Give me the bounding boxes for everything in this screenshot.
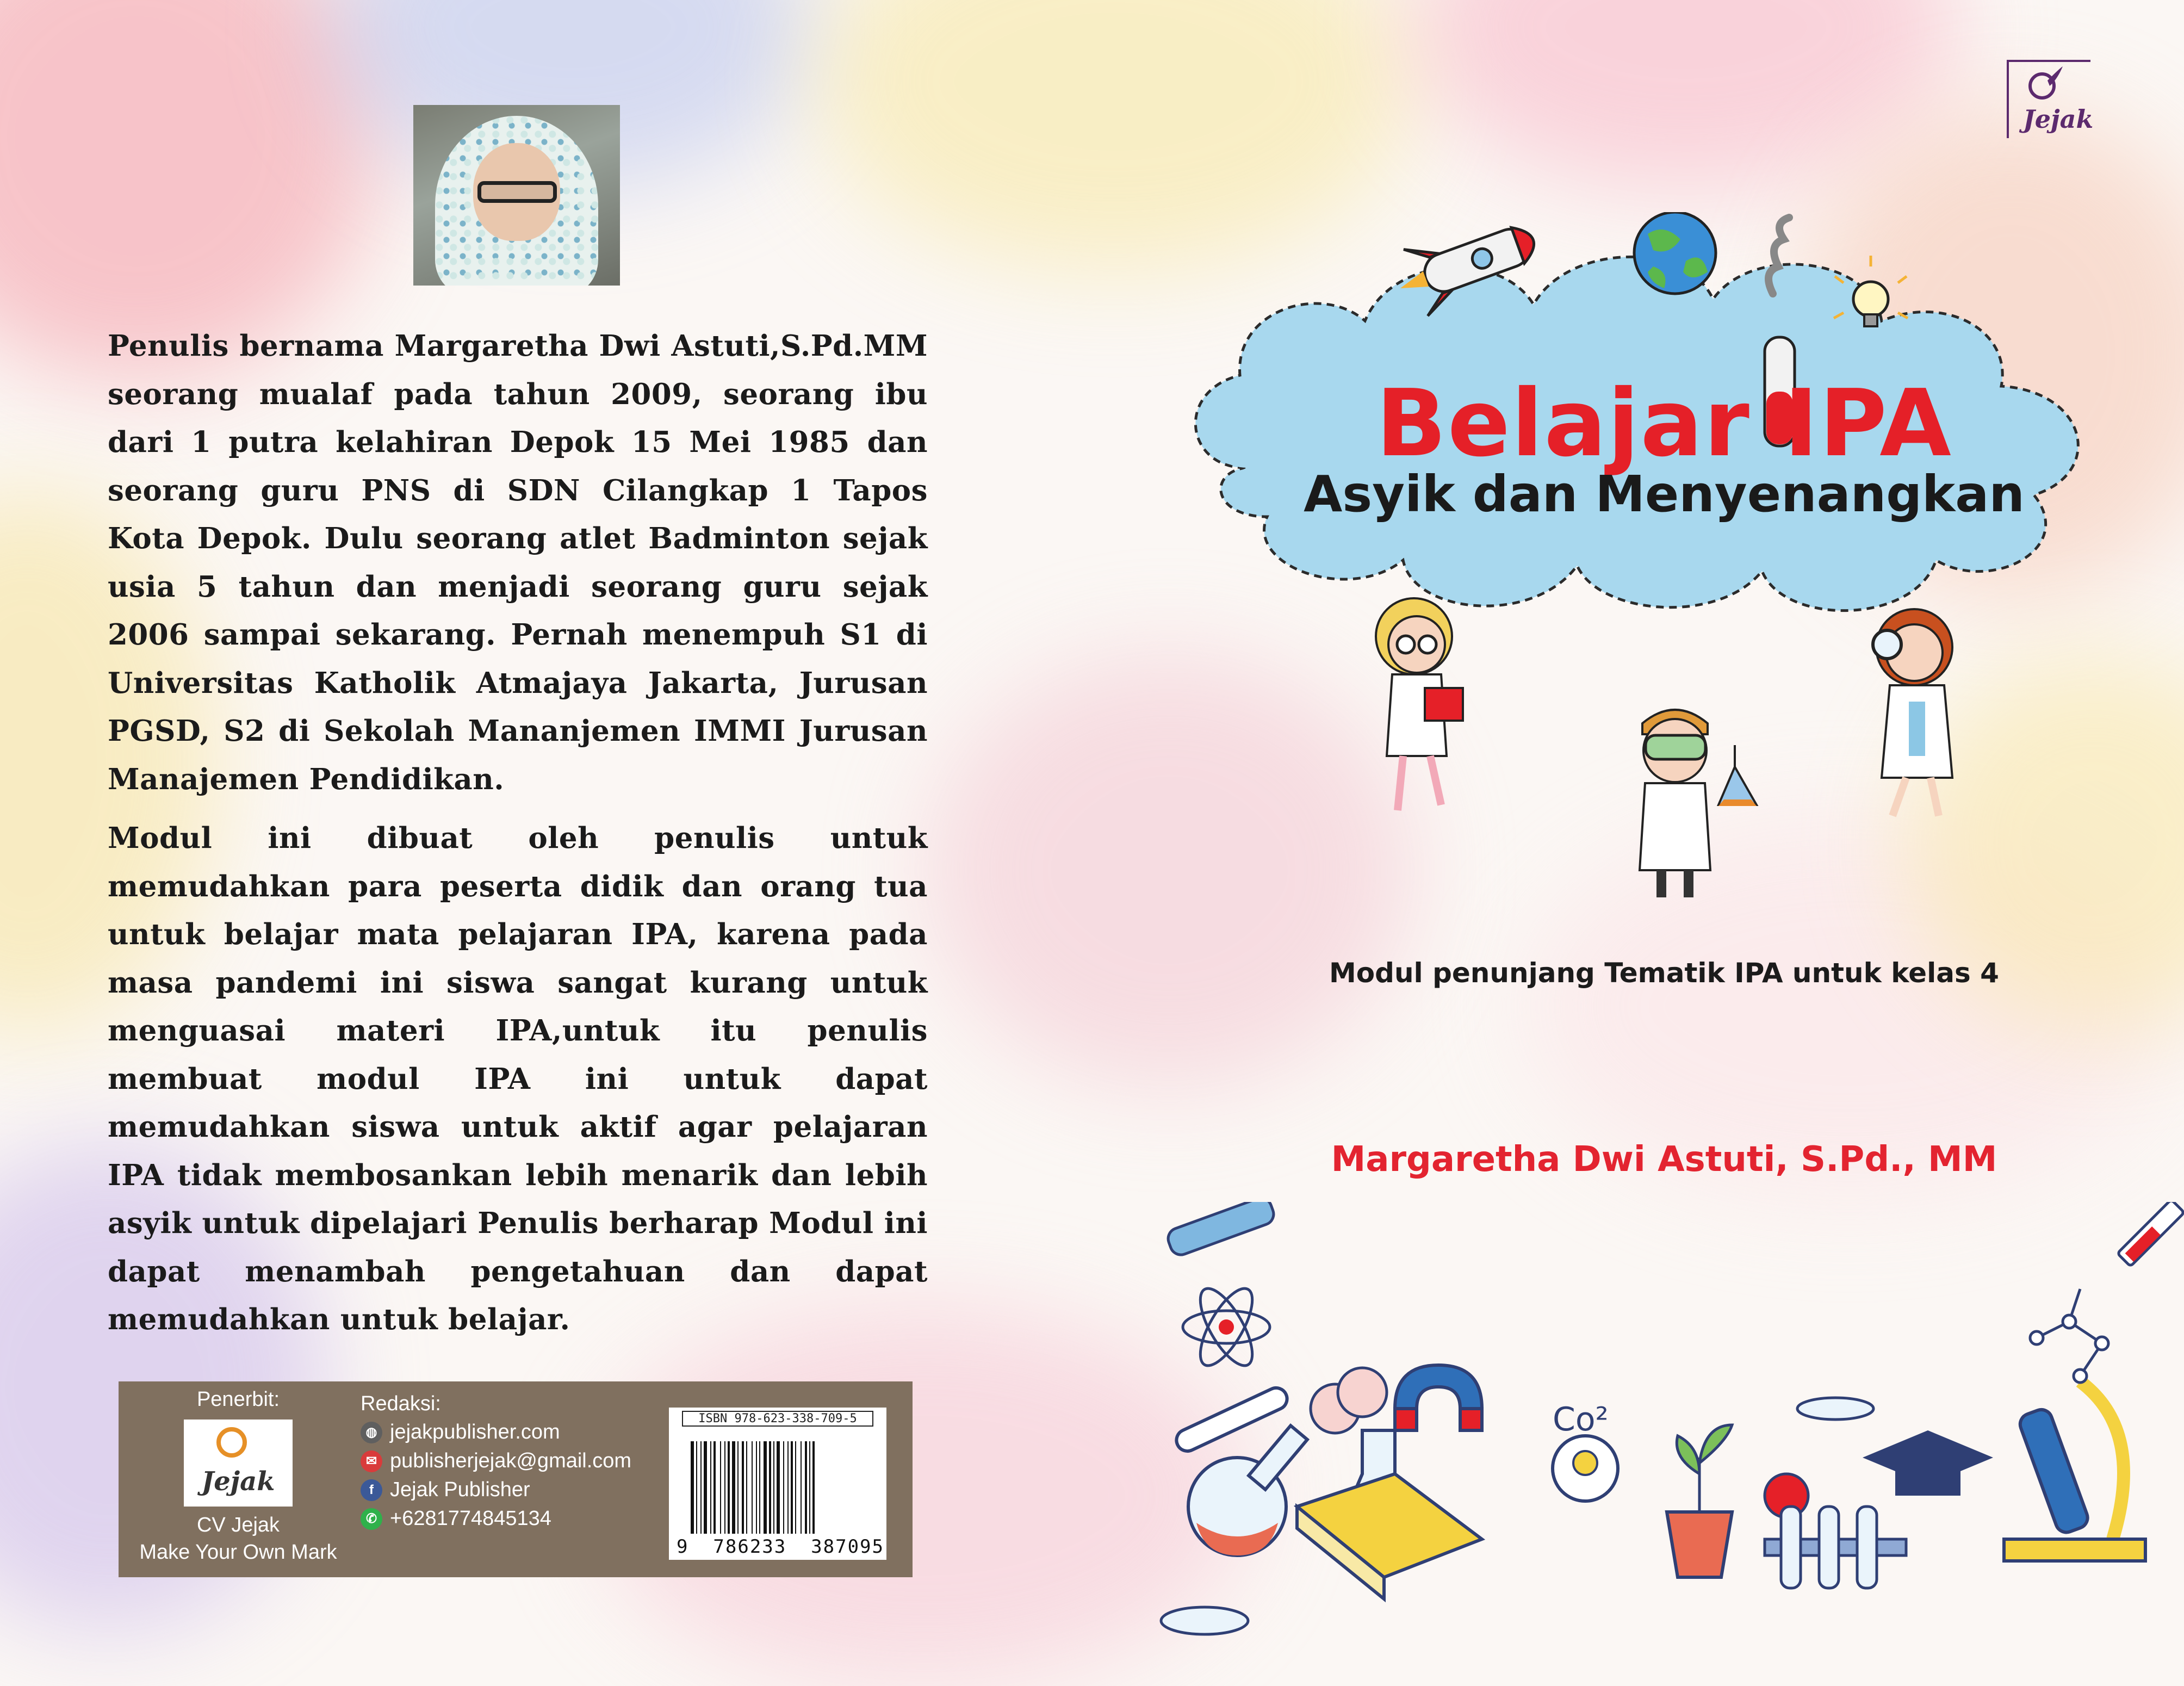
redaksi-label: Redaksi: — [361, 1392, 441, 1415]
svg-text:Co²: Co² — [1553, 1400, 1609, 1439]
author-bio: Penulis bernama Margaretha Dwi Astuti,S.Pd.MM seorang mualaf pada tahun 2009, seorang ibu dari 1 putra kelahiran Depok 15 Mei 1985 dan seorang guru PNS di SDN Cilangkap 1 Tapos Kota Depok. Dulu seorang atlet Badminton sejak usia 5 tahun dan menjadi seorang guru sejak 2006 sampai sekarang. Pernah menempuh S1 di Universitas Katholik Atmajaya Jakarta, Jurusan PGSD, S2 di Sekolah Mananjemen IMMI Jurusan Manajemen Pendidikan. — [108, 329, 928, 796]
cloud-smoke-icon — [1311, 1368, 1387, 1433]
microscope-icon — [2004, 1381, 2145, 1561]
email-text: publisherjejak@gmail.com — [390, 1449, 632, 1472]
barcode-bars — [691, 1441, 865, 1534]
module-description: Modul ini dibuat oleh penulis untuk memudahkan para peserta didik dan orang tua untuk belajar mata pelajaran IPA, karena pada masa pandemi ini siswa sangat kurang untuk menguasai materi IPA,untuk itu penulis membuat modul IPA ini untuk dapat memudahkan siswa untuk aktif agar pelajaran IPA tidak membosankan lebih menarik dan lebih asyik untuk dipelajari Penulis berharap Modul ini dapat menambah pengetahuan dan dapat memudahkan untuk belajar. — [108, 821, 928, 1336]
dropper-icon — [1165, 1202, 1276, 1258]
contact-email — [361, 1449, 631, 1473]
isbn-barcode — [669, 1408, 886, 1560]
molecule-icon — [2030, 1289, 2108, 1383]
publisher-info-box — [119, 1381, 913, 1577]
publisher-logo-text: Jejak — [2023, 104, 2094, 134]
boy-with-flask-illustration — [1610, 691, 1773, 908]
lightbulb-icon — [1553, 1436, 1618, 1501]
science-doodles — [1156, 1202, 2184, 1638]
facebook-text: Jejak Publisher — [390, 1478, 530, 1501]
girl-reading-illustration — [1354, 593, 1485, 821]
contact-facebook — [361, 1478, 530, 1502]
isbn-text: ISBN 978-623-338-709-5 — [682, 1411, 873, 1427]
website-text: jejakpublisher.com — [390, 1421, 560, 1443]
contact-whatsapp — [361, 1507, 551, 1530]
publisher-tagline: Make Your Own Mark — [139, 1541, 337, 1564]
whatsapp-text: +6281774845134 — [390, 1507, 551, 1530]
globe-icon — [1634, 212, 1716, 294]
penerbit-label: Penerbit: — [196, 1388, 280, 1411]
book-title-sub: Asyik dan Menyenangkan — [1304, 465, 2025, 523]
syringe-icon — [2117, 1202, 2184, 1267]
globe-icon: ◍ — [361, 1422, 382, 1443]
author-name: Margaretha Dwi Astuti, S.Pd., MM — [1331, 1139, 1997, 1180]
graduation-cap-icon — [1863, 1430, 1993, 1496]
book-title: Belajar IPA — [1376, 370, 1952, 478]
whatsapp-icon: ✆ — [361, 1508, 382, 1530]
test-tubes-icon — [1765, 1507, 1906, 1588]
magnet-icon — [1395, 1365, 1482, 1430]
jejak-logo-text: Jejak — [201, 1466, 275, 1497]
contact-website — [361, 1421, 560, 1444]
publisher-logo — [2007, 60, 2110, 147]
thermometer-icon — [1173, 1384, 1290, 1454]
book-icon — [1297, 1474, 1482, 1599]
barcode-digits: 9 786233 387095 — [677, 1536, 884, 1558]
author-photo — [413, 105, 620, 286]
publisher-name: CV Jejak — [196, 1514, 280, 1536]
quill-icon — [2026, 64, 2064, 108]
facebook-icon: f — [361, 1479, 382, 1501]
girl-with-magnifier-illustration — [1849, 598, 2001, 827]
email-icon: ✉ — [361, 1451, 382, 1472]
atom-icon — [1183, 1281, 1270, 1373]
jejak-logo — [184, 1420, 293, 1507]
co2-text-icon — [1553, 1400, 1609, 1439]
book-subtitle: Modul penunjang Tematik IPA untuk kelas 4 — [1329, 957, 1999, 989]
plant-pot-icon — [1667, 1425, 1732, 1577]
quill-icon — [216, 1427, 247, 1458]
